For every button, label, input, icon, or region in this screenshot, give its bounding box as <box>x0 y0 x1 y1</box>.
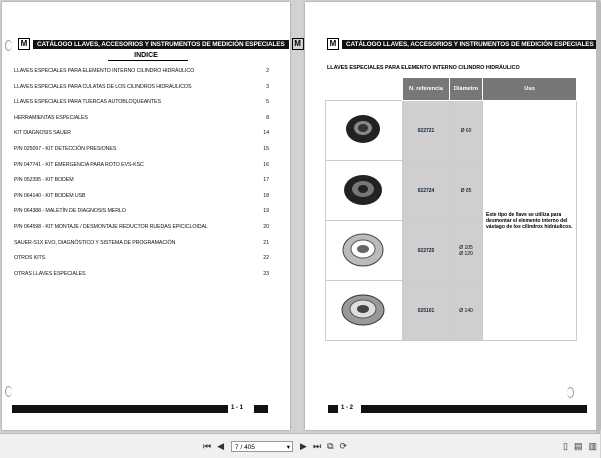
column-header: Diámetro <box>450 78 483 101</box>
diameter-cell: Ø 140 <box>450 281 483 341</box>
image-header-cell <box>326 78 403 101</box>
toc-row[interactable] <box>14 84 269 100</box>
toc-page: 17 <box>263 177 269 184</box>
toc-title: P/N 052395 - KIT BODEM <box>14 177 74 184</box>
table-header-row <box>326 78 577 101</box>
continuous-view-icon[interactable]: ▤ <box>573 440 583 451</box>
toc-row[interactable] <box>14 193 269 209</box>
table-of-contents <box>14 68 269 286</box>
reference-cell: 022724 <box>403 161 450 221</box>
prev-page-icon[interactable]: ◀ <box>217 440 225 451</box>
toc-title: P/N 047741 - KIT EMERGENCIA PARA ROTO EVS-KSC <box>14 161 144 168</box>
toc-row[interactable] <box>14 255 269 271</box>
brand-logo: M <box>292 38 304 50</box>
footer-page-number: 1 - 2 <box>341 405 354 411</box>
toc-page: 19 <box>263 208 269 215</box>
diameter-cell: Ø 60 <box>450 101 483 161</box>
footer-bar <box>12 405 228 413</box>
toc-row[interactable] <box>14 271 269 287</box>
toc-page: 16 <box>263 161 269 168</box>
section-subtitle: LLAVES ESPECIALES PARA ELEMENTO INTERNO CILINDRO HIDRÁULICO <box>327 65 520 71</box>
toc-page: 21 <box>263 239 269 246</box>
toc-page: 8 <box>266 114 269 121</box>
toc-row[interactable] <box>14 162 269 178</box>
diameter-cell: Ø 85 <box>450 161 483 221</box>
toc-title: P/N 064388 - MALETÍN DE DIAGNOSIS MERLO <box>14 208 126 215</box>
page-left <box>2 2 301 430</box>
toc-page: 18 <box>263 192 269 199</box>
single-page-view-icon[interactable]: ▯ <box>563 440 568 451</box>
first-page-icon[interactable]: ⏮ <box>203 440 212 451</box>
header-title: CATÁLOGO LLAVES, ACCESORIOS Y INSTRUMENTOS DE MEDICIÓN ESPECIALES <box>342 40 598 49</box>
rotate-icon[interactable]: ⟳ <box>339 440 348 451</box>
two-page-view-icon[interactable]: ▥ <box>588 440 597 451</box>
brand-logo: M <box>18 38 30 50</box>
toc-title: HERRAMIENTAS ESPECIALES <box>14 114 88 121</box>
tool-image-cell <box>326 161 403 221</box>
reference-cell: 022721 <box>403 101 450 161</box>
footer-bar <box>361 405 587 413</box>
wrench-socket-image <box>327 282 399 337</box>
toc-row[interactable] <box>14 130 269 146</box>
toc-title: KIT DIAGNOSIS SAUER <box>14 130 71 137</box>
tool-image-cell <box>326 221 403 281</box>
brand-logo: M <box>327 38 339 50</box>
toc-page: 5 <box>266 99 269 106</box>
toc-title: LLAVES ESPECIALES PARA ELEMENTO INTERNO CILINDRO HIDRÁULICO <box>14 68 195 74</box>
viewer-toolbar <box>0 433 600 458</box>
column-header: N. referencia <box>403 78 450 101</box>
page-header <box>18 38 304 50</box>
toc-page: 2 <box>266 68 269 74</box>
vertical-scrollbar[interactable] <box>596 0 600 433</box>
copy-icon[interactable]: ⧉ <box>327 440 334 451</box>
toc-row[interactable] <box>14 68 269 84</box>
header-title: CATÁLOGO LLAVES, ACCESORIOS Y INSTRUMENTOS DE MEDICIÓN ESPECIALES <box>33 40 289 49</box>
toc-title: OTROS KITS <box>14 255 46 262</box>
divider <box>108 60 188 61</box>
punch-hole <box>5 40 12 51</box>
toc-page: 22 <box>263 255 269 262</box>
toc-title: SAUER-S1X EVO, DIAGNÓSTICO Y SISTEMA DE PROGRAMACIÓN <box>14 239 176 246</box>
toc-page: 15 <box>263 145 269 152</box>
table-row <box>326 101 577 161</box>
toc-page: 23 <box>263 270 269 277</box>
reference-cell: 022725 <box>403 221 450 281</box>
toc-title: LLAVES ESPECIALES PARA TUERCAS AUTOBLOQUEANTES <box>14 99 161 106</box>
toc-row[interactable] <box>14 208 269 224</box>
toc-page: 20 <box>263 223 269 230</box>
tool-image-cell <box>326 281 403 341</box>
punch-hole <box>567 387 574 398</box>
toc-title: P/N 064598 - KIT MONTAJE / DESMONTAJE REDUCTOR RUEDAS EPICICLOIDAL <box>14 223 208 230</box>
reference-cell: 025101 <box>403 281 450 341</box>
next-page-icon[interactable]: ▶ <box>300 440 307 451</box>
footer-bar <box>328 405 338 413</box>
footer-bar <box>254 405 268 413</box>
wrench-socket-image <box>327 102 399 157</box>
tools-table <box>325 77 577 341</box>
chevron-down-icon[interactable]: ▾ <box>286 443 291 451</box>
toc-title: P/N 025097 - KIT DETECCIÓN PRESIONES <box>14 145 117 152</box>
page-right <box>305 2 600 430</box>
column-header: Uso <box>483 78 577 101</box>
toc-row[interactable] <box>14 177 269 193</box>
toc-row[interactable] <box>14 115 269 131</box>
toc-page: 14 <box>263 130 269 137</box>
usage-cell: Este tipo de llave se utiliza para desmontar el elemento interno del vástago de los cilindros hidráulicos. <box>483 101 577 341</box>
toc-title: LLAVES ESPECIALES PARA CULATAS DE LOS CILINDROS HIDRÁULICOS <box>14 83 192 90</box>
page-number-value: 7 / 405 <box>235 443 255 451</box>
toc-row[interactable] <box>14 240 269 256</box>
toc-row[interactable] <box>14 146 269 162</box>
index-title: INDICE <box>134 52 158 59</box>
diameter-cell: Ø 105 Ø 120 <box>450 221 483 281</box>
page-number-input[interactable] <box>231 441 293 452</box>
footer-page-number: 1 - 1 <box>231 405 244 411</box>
wrench-socket-image <box>327 162 399 217</box>
toc-row[interactable] <box>14 99 269 115</box>
toc-title: OTRAS LLAVES ESPECIALES <box>14 270 86 277</box>
wrench-socket-image <box>327 222 399 277</box>
toc-title: P/N 064140 - KIT BODEM USB <box>14 192 86 199</box>
last-page-icon[interactable]: ⏭ <box>312 440 322 451</box>
tool-image-cell <box>326 101 403 161</box>
page-header <box>327 38 601 50</box>
toc-row[interactable] <box>14 224 269 240</box>
punch-hole <box>5 386 12 397</box>
toc-page: 3 <box>266 83 269 90</box>
